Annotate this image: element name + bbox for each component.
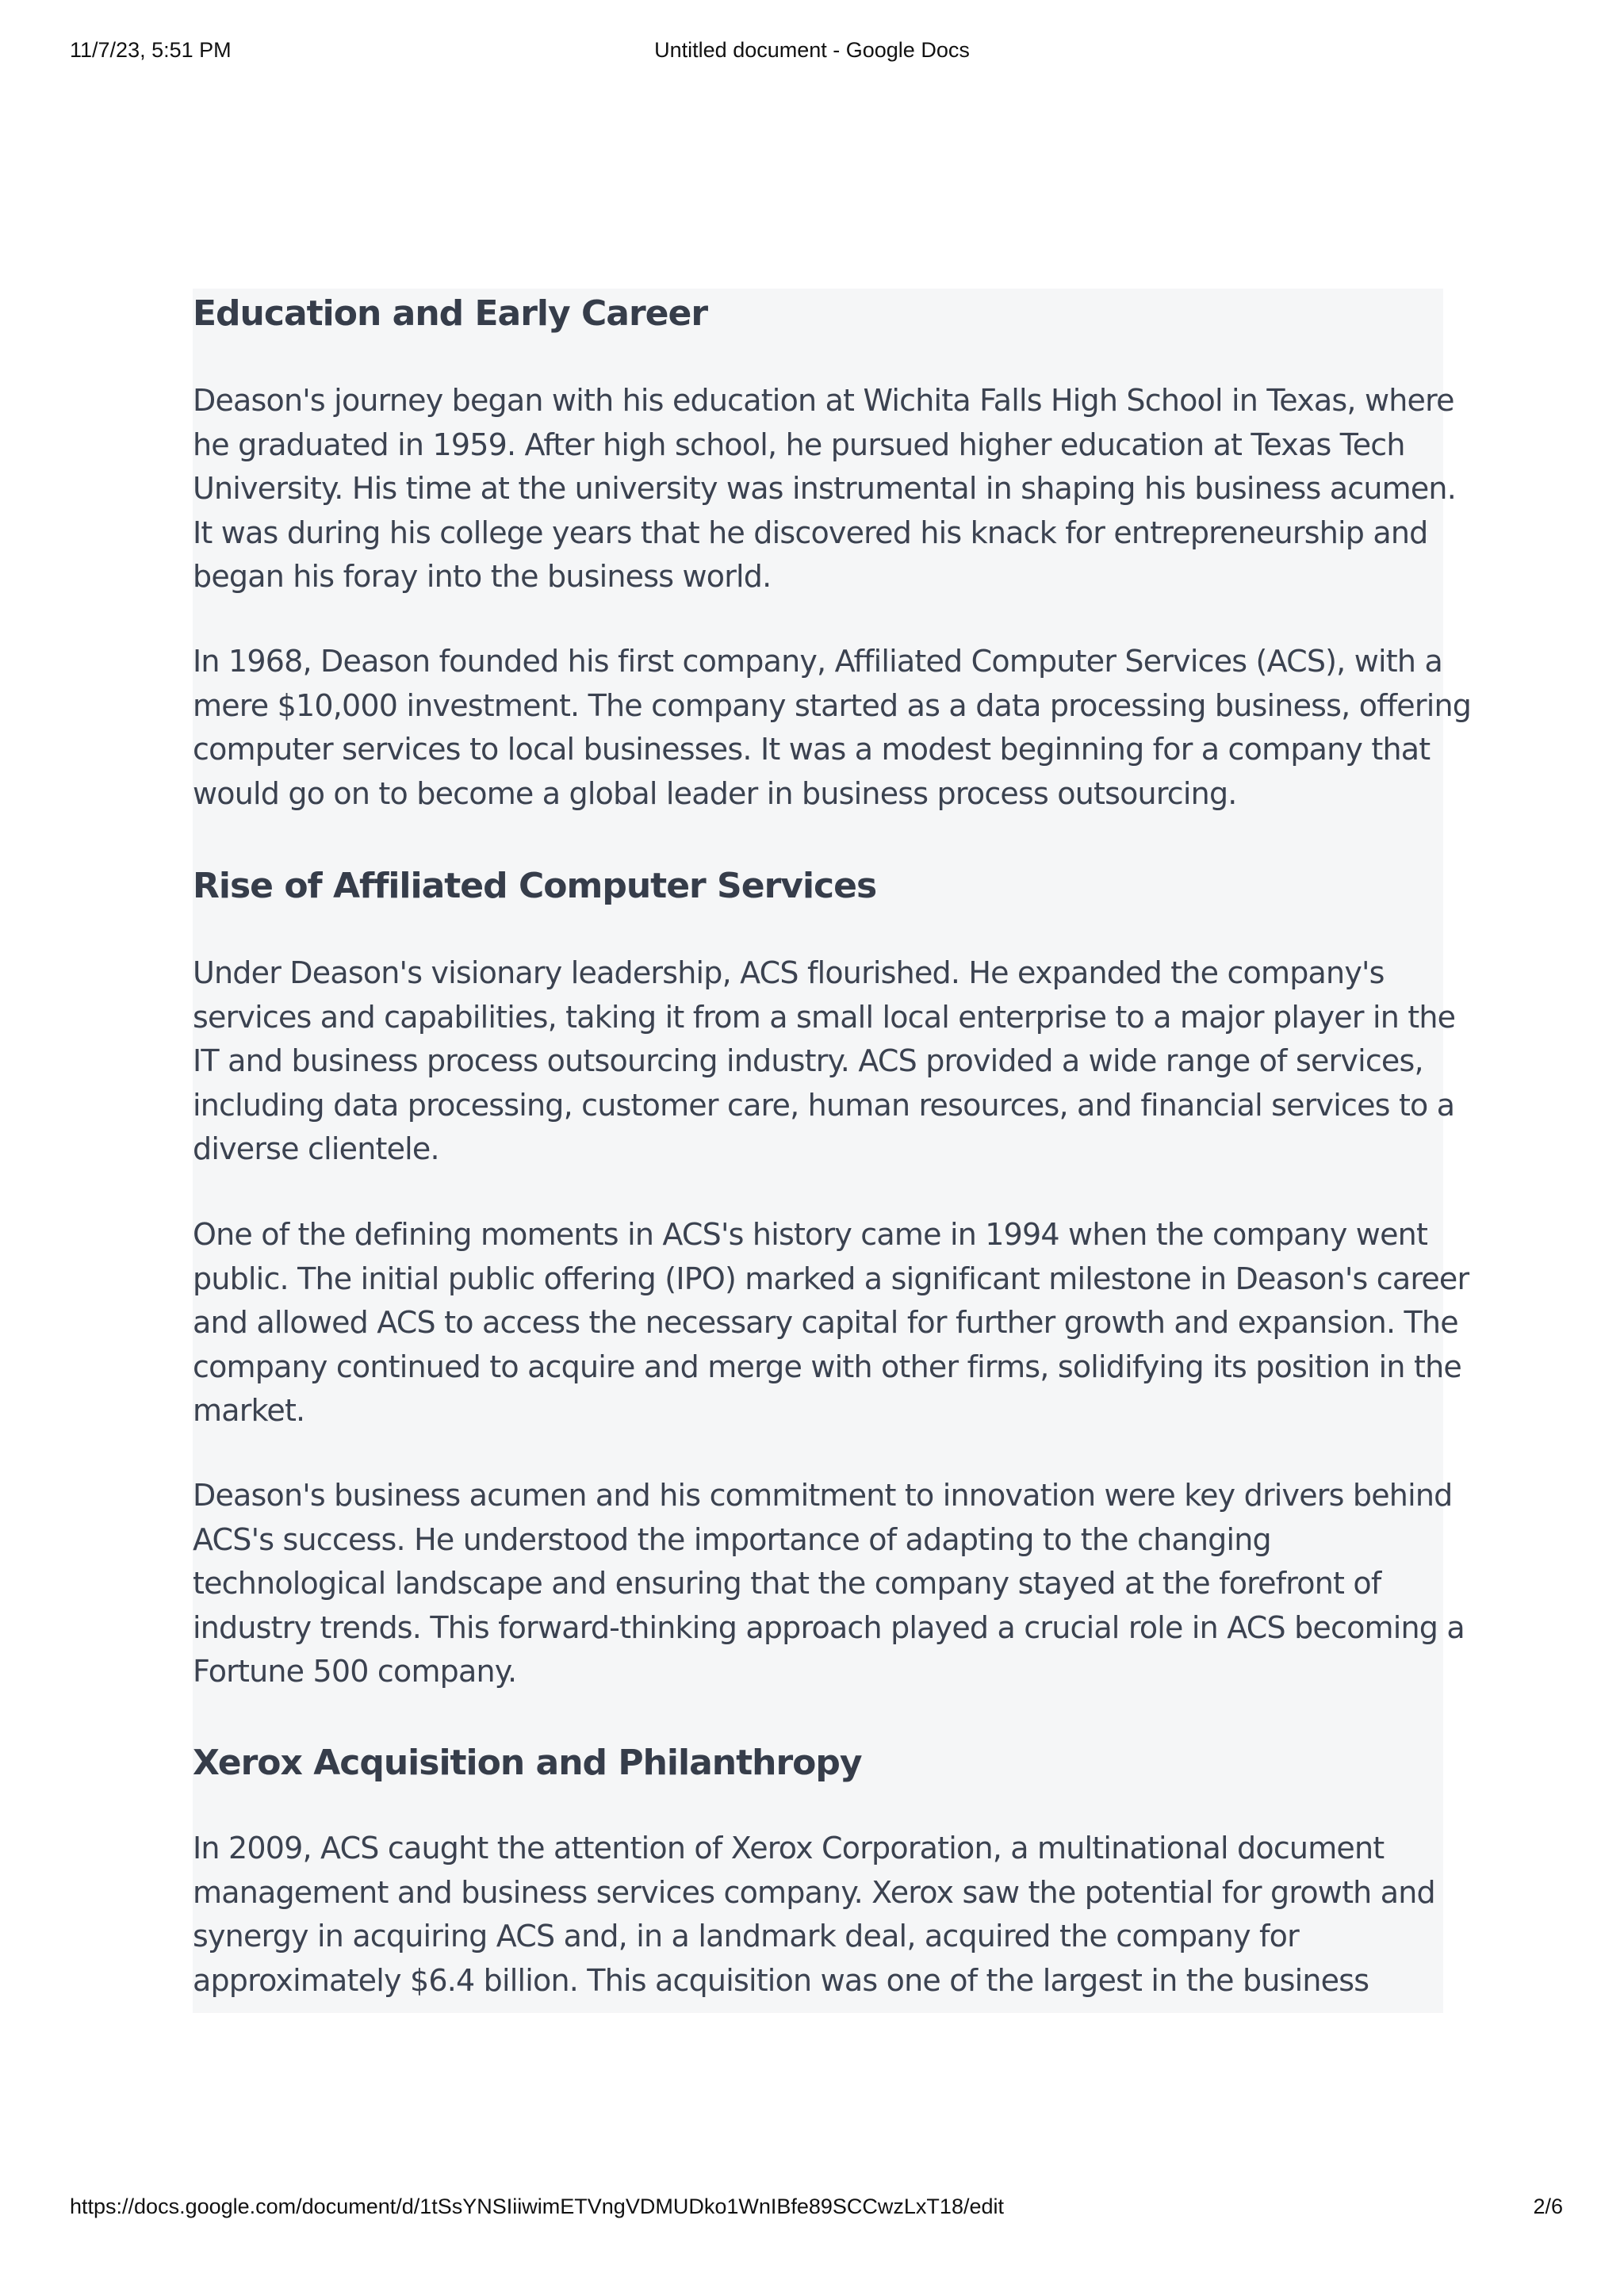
text-line: ACS's success. He understood the importance of adapting to the changing [193,1521,1271,1557]
text-line: services and capabilities, taking it from a small local enterprise to a major player in the [193,999,1456,1035]
document-body [193,289,1472,2013]
print-footer [0,2195,1624,2223]
text-line: including data processing, customer care, human resources, and financial services to a [193,1087,1455,1123]
text-line: management and business services company. Xerox saw the potential for growth and [193,1874,1435,1910]
text-line: approximately $6.4 billion. This acquisition was one of the largest in the business [193,1962,1369,1998]
print-header [0,38,1624,67]
text-line: he graduated in 1959. After high school, he pursued higher education at Texas Tech [193,427,1405,462]
paragraph [193,951,1456,1172]
paragraph [193,1474,1465,1694]
paragraph [193,379,1456,599]
text-line: In 2009, ACS caught the attention of Xerox Corporation, a multinational document [193,1831,1385,1866]
page-number: 2/6 [1533,2195,1563,2218]
text-line: industry trends. This forward-thinking approach played a crucial role in ACS becoming a [193,1609,1465,1645]
text-line: One of the defining moments in ACS's history came in 1994 when the company went [193,1217,1428,1252]
text-line: market. [193,1393,305,1428]
text-line: and allowed ACS to access the necessary capital for further growth and expansion. The [193,1305,1458,1340]
text-line: It was during his college years that he discovered his knack for entrepreneurship and [193,515,1428,550]
text-line: company continued to acquire and merge with other firms, solidifying its position in the [193,1349,1461,1384]
text-line: In 1968, Deason founded his first company, Affiliated Computer Services (ACS), with a [193,644,1442,679]
text-line: Fortune 500 company. [193,1654,517,1689]
text-line: technological landscape and ensuring that the company stayed at the forefront of [193,1566,1381,1601]
text-line: began his foray into the business world. [193,559,772,594]
text-line: Deason's journey began with his education at Wichita Falls High School in Texas, where [193,383,1454,418]
text-line: diverse clientele. [193,1131,439,1166]
text-line: mere $10,000 investment. The company started as a data processing business, offering [193,687,1472,723]
text-line: public. The initial public offering (IPO) marked a significant milestone in Deason's career [193,1261,1469,1296]
section-heading-education: Education and Early Career [193,293,708,334]
print-footer-url: https://docs.google.com/document/d/1tSsYNSIiiwimETVngVDMUDko1WnIBfe89SCCwzLxT18/edit [70,2195,1004,2218]
section-heading-xerox-acquisition: Xerox Acquisition and Philanthropy [193,1743,862,1783]
text-line: IT and business process outsourcing industry. ACS provided a wide range of services, [193,1043,1423,1078]
text-line: Under Deason's visionary leadership, ACS flourished. He expanded the company's [193,955,1385,990]
paragraph [193,1827,1443,2003]
section-heading-rise-of-acs: Rise of Affiliated Computer Services [193,866,877,906]
print-header-title: Untitled document - Google Docs [654,38,970,62]
text-line: University. His time at the university was instrumental in shaping his business acumen. [193,471,1456,506]
text-line: would go on to become a global leader in business process outsourcing. [193,775,1237,811]
print-header-datetime: 11/7/23, 5:51 PM [70,38,232,62]
text-line: synergy in acquiring ACS and, in a landmark deal, acquired the company for [193,1919,1299,1954]
text-line: Deason's business acumen and his commitment to innovation were key drivers behind [193,1478,1453,1513]
paragraph [193,1213,1469,1433]
paragraph [193,640,1472,816]
text-line: computer services to local businesses. It was a modest beginning for a company that [193,732,1431,767]
